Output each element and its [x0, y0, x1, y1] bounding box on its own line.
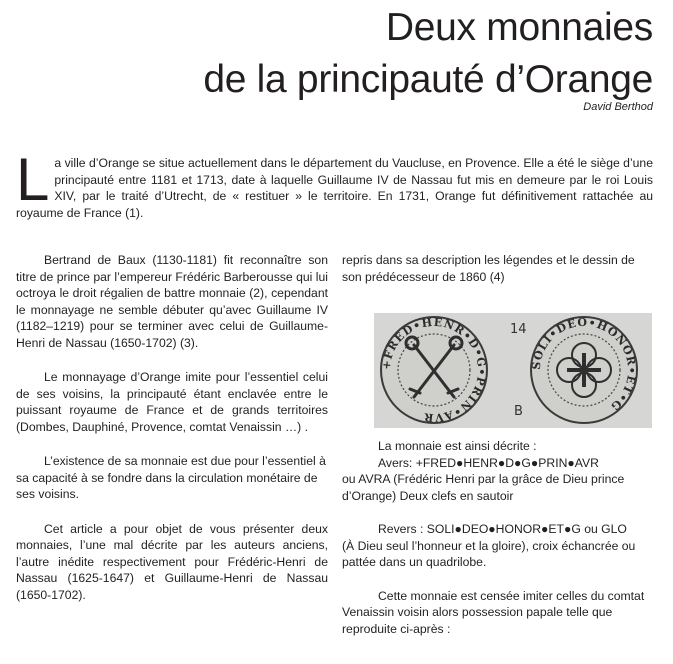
paragraph-objet: Cet article a pour objet de vous présenter deux monnaies, l’une mal décrite par les auteurs anciens, l’autre inédite respectivement pour Frédéric-Henri de Nassau (1625-1647) et Guillaume-Henri de Nassau (1650-1702). [16, 521, 328, 602]
revers-legend: Revers : SOLI●DEO●HONOR●ET●G ou GLO [378, 522, 627, 536]
right-column [342, 252, 654, 285]
paragraph-existence: L’existence de sa monnaie est due pour l’essentiel à sa capacité à se fondre dans la circulation monétaire de ses voisins. [16, 454, 326, 501]
figure-letter: B [514, 404, 523, 419]
lead-paragraph [16, 146, 653, 221]
left-column [16, 252, 328, 621]
lead-text: a ville d’Orange se situe actuellement dans le département du Vaucluse, en Provence. Elle a été le siège d’une principauté entre 1181 et 1713, date à laquelle Guillaume IV de Nassau fut mis en demeure par le roi Louis XIV, par le traité d’Utrecht, de « restituer » le territoire. En 1731, Orange fut définitivement rattachée au royaume de France (1). [16, 156, 653, 220]
conclusion-paragraph: Cette monnaie est censée imiter celles du comtat Venaissin voisin alors possession papale telle que reproduite ci-après : [342, 588, 645, 636]
figure-number: 14 [510, 322, 527, 337]
paragraph-monnayage: Le monnayage d’Orange imite pour l’essentiel celui de ses voisins, la principauté étant enclavée entre le puissant royaume de France et de grands territoires (Dombes, Dauphiné, Provence, comtat Venaissin …) . [16, 370, 328, 434]
avers-note: ou AVRA (Frédéric Henri par la grâce de Dieu prince d’Orange) Deux clefs en sautoir [342, 472, 625, 503]
drop-cap: L [16, 146, 50, 213]
title-line-2: de la principauté d’Orange [203, 58, 653, 101]
article-title [203, 2, 653, 106]
revers-note: (À Dieu seul l’honneur et la gloire), croix échancrée ou pattée dans un quadrilobe. [342, 538, 636, 569]
coin-description [342, 438, 662, 637]
obverse-coin [380, 316, 488, 424]
avers-legend: Avers: +FRED●HENR●D●G●PRIN●AVR [378, 455, 599, 470]
paragraph-bertrand: Bertrand de Baux (1130-1181) fit reconnaître son titre de prince par l’empereur Frédéric Barberousse qui lui octroya le droit régalien de battre monnaie (2), cependant le monnayage ne semble débuter qu’avec Guillaume IV (1182–1219) pour se terminer avec celui de Guillaume-Henri de Nassau (1650-1702) (3). [16, 253, 328, 350]
coin-illustration [374, 313, 652, 428]
coin-photo [374, 313, 652, 428]
right-intro-paragraph: repris dans sa description les légendes et le dessin de son prédécesseur de 1860 (4) [342, 253, 635, 284]
obverse-legend: +FRED•HENR•D•G•PRIN•AVR [379, 315, 489, 425]
author-byline: David Berthod [583, 101, 653, 113]
desc-intro: La monnaie est ainsi décrite : [378, 439, 537, 453]
title-line-1: Deux monnaies [385, 6, 653, 49]
reverse-legend: SOLI•DEO•HONOR•ET•G [529, 315, 639, 414]
reverse-coin [530, 316, 638, 423]
